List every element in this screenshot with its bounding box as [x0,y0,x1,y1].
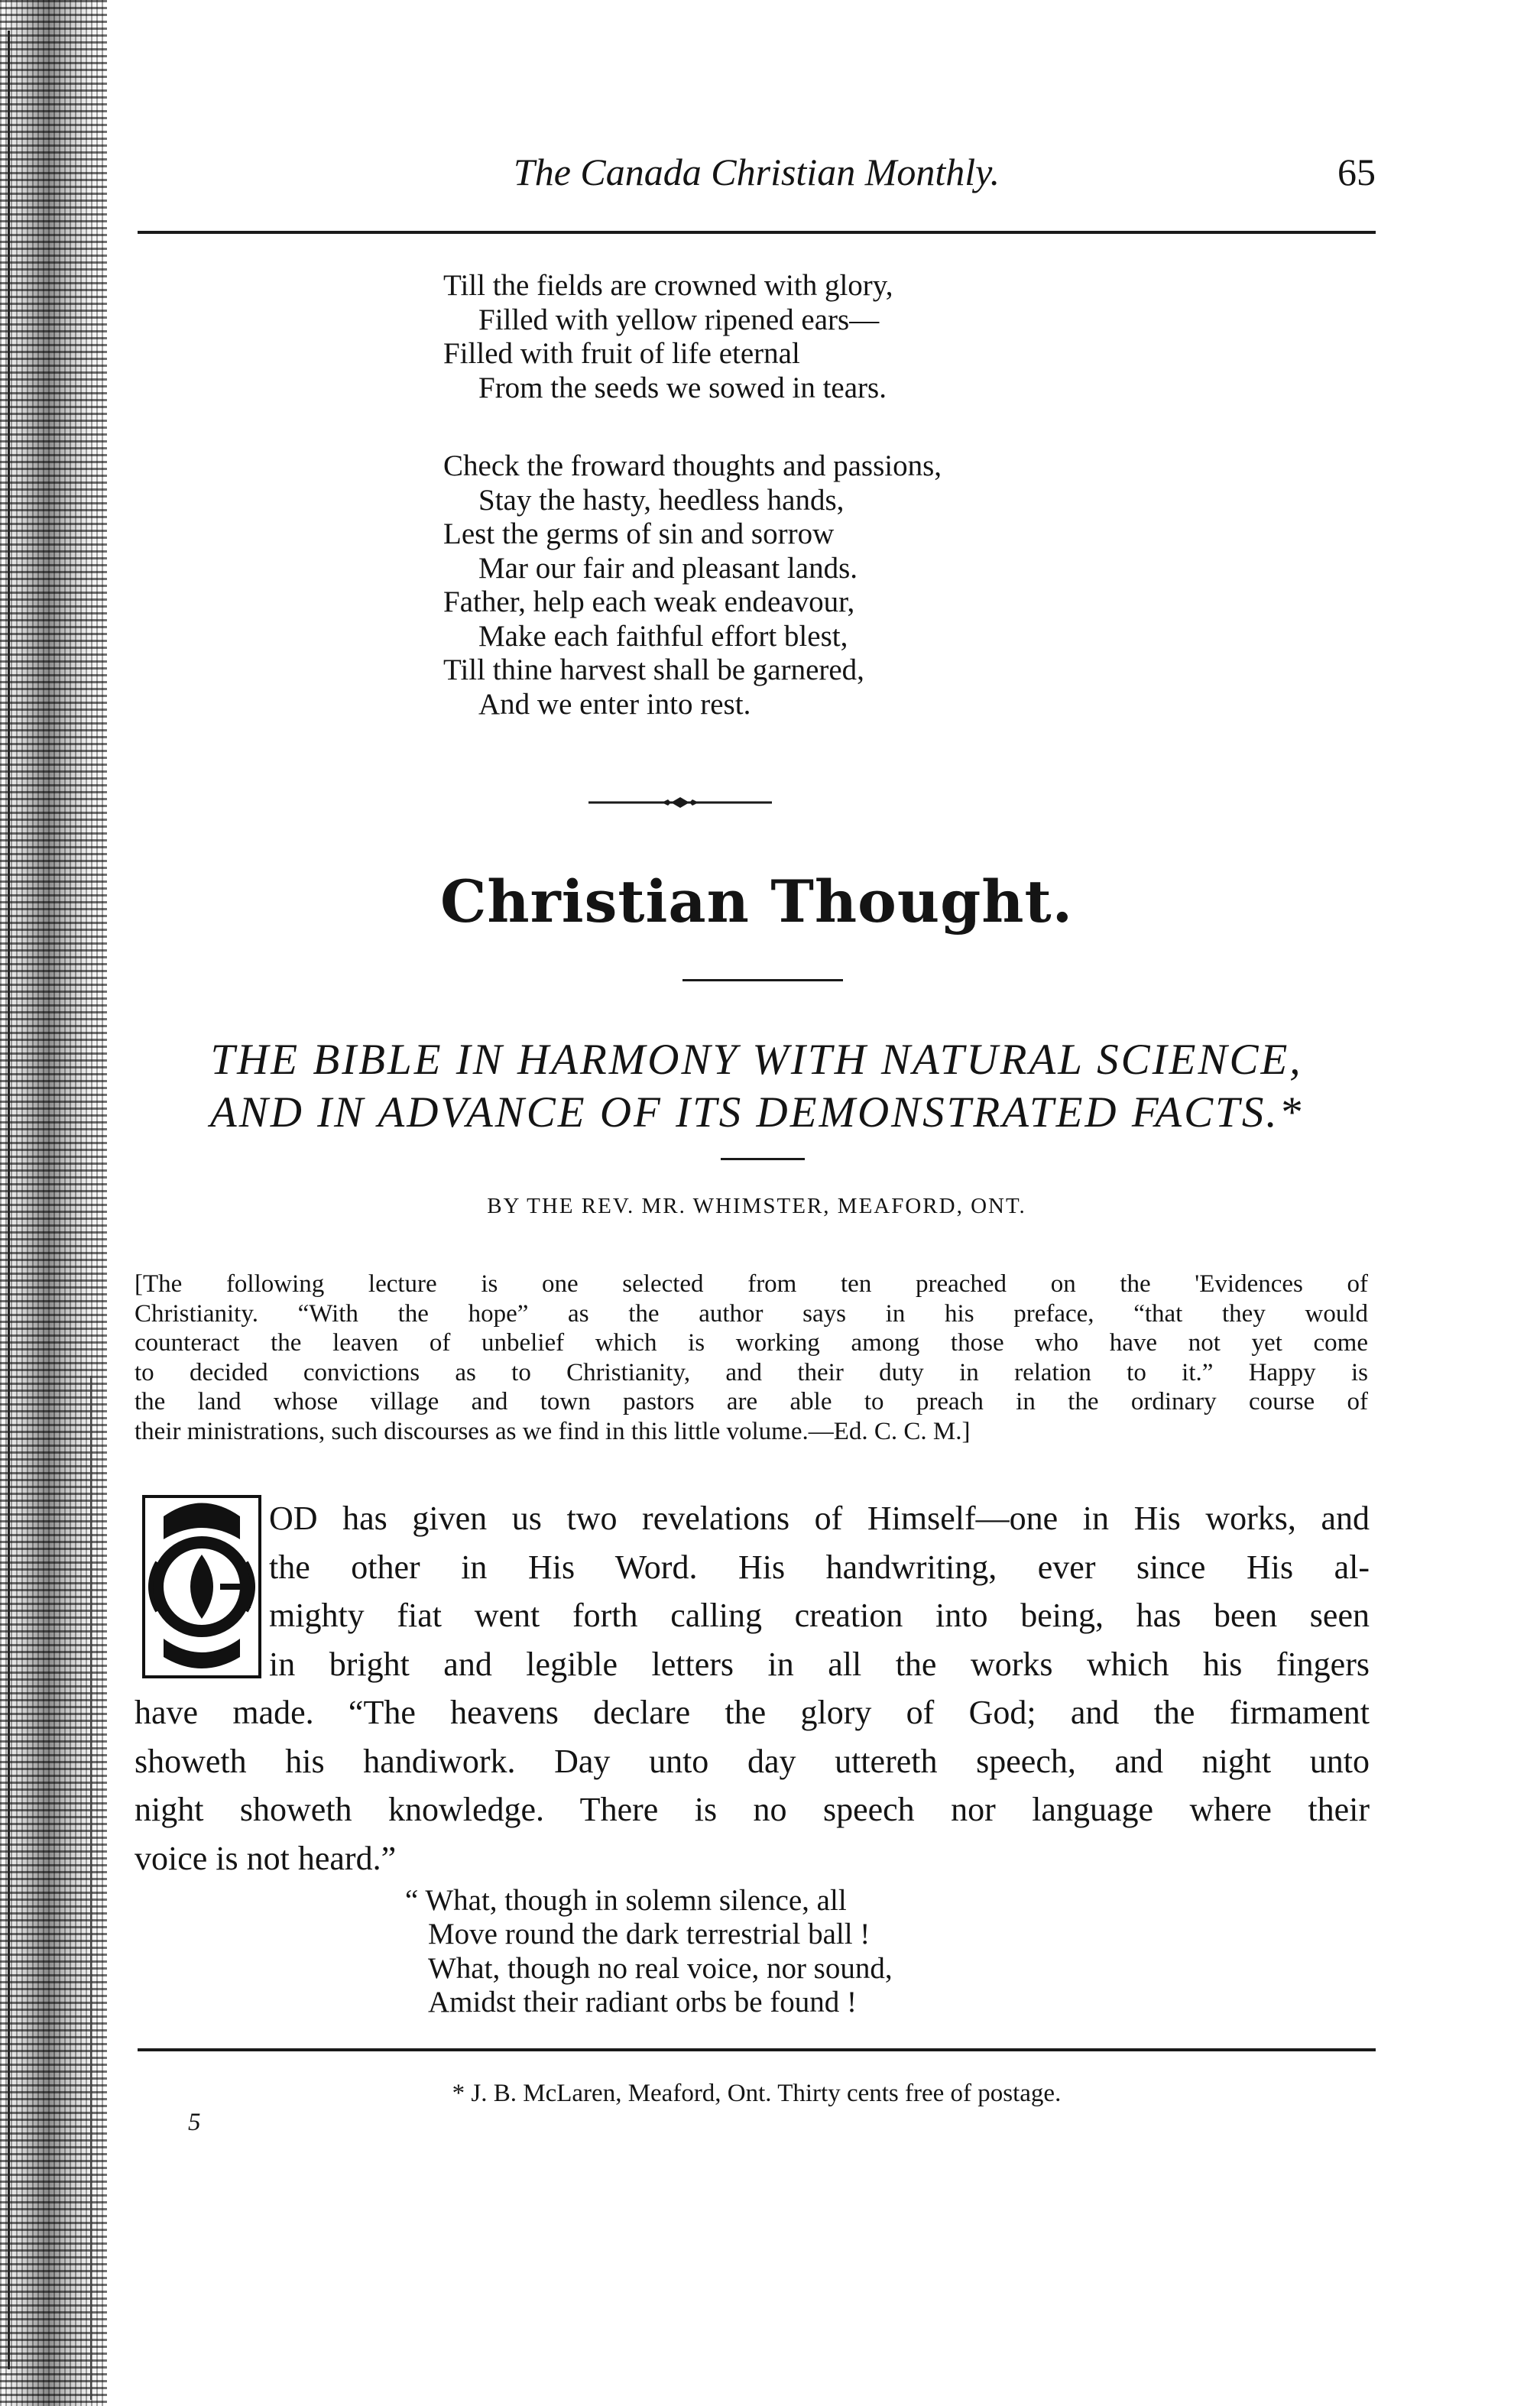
quote-line: What, though no real voice, nor sound, [428,1951,893,1985]
body-paragraph-opening [269,1494,1370,1688]
poem-line: Stay the hasty, heedless hands, [478,483,845,517]
page-number: 65 [1337,151,1376,193]
heading-rule [682,979,843,981]
article-title-line: AND IN ADVANCE OF ITS DEMONSTRATED FACTS.* [209,1088,1304,1137]
poem-line: From the seeds we sowed in tears. [478,371,887,404]
poem-line: Filled with fruit of life eternal [443,337,800,370]
quote-line: Move round the dark terrestrial ball ! [428,1918,871,1951]
body-line: mighty fiat went forth calling creation into being, has been seen [269,1597,1370,1635]
preface-line: the land whose village and town pastors are able to preach in the ordinary course of [135,1388,1368,1415]
body-line: the other in His Word. His handwriting, ever since His al- [269,1548,1370,1586]
body-line: have made. “The heavens declare the glory of God; and the firmament [135,1694,1370,1731]
preface-line: [The following lecture is one selected from ten preached on the 'Evidences of [135,1270,1368,1298]
body-line: in bright and legible letters in all the works which his fingers [269,1645,1370,1683]
running-head [138,145,1376,199]
signature-mark: 5 [188,2109,201,2136]
preface-line: to decided convictions as to Christianity, and their duty in relation to it.” Happy is [135,1358,1368,1386]
quoted-verse [405,1884,893,2019]
header-rule [138,231,1376,234]
poem-line: Filled with yellow ripened ears— [478,303,880,336]
title-rule [721,1158,805,1160]
book-spine-edge [0,0,107,2406]
poem-line: Till thine harvest shall be garnered, [443,653,864,686]
spine-rule-lower [90,1376,92,2400]
poem-line: Check the froward thoughts and passions, [443,449,942,482]
preface-line: counteract the leaven of unbelief which is working among those who have not yet come [135,1329,1368,1357]
preface-line: their ministrations, such discourses as we find in this little volume.—Ed. C. C. M.] [135,1417,971,1445]
article-title [138,1033,1376,1139]
body-line: night showeth knowledge. There is no speech nor language where their [135,1791,1370,1829]
spine-rule [8,31,10,2369]
byline: BY THE REV. MR. WHIMSTER, MEAFORD, ONT. [487,1194,1026,1218]
ornamental-drop-cap [141,1493,263,1680]
preface-line: Christianity. “With the hope” as the author says in his preface, “that they would [135,1299,1368,1328]
body-paragraph-continued [135,1688,1370,1882]
quote-line: Amidst their radiant orbs be found ! [428,1985,858,2019]
poem-line: And we enter into rest. [478,687,751,721]
body-line: OD has given us two revelations of Himself—one in His works, and [269,1500,1370,1537]
footnote-rule [138,2048,1376,2051]
poem-stanza-2 [443,449,942,721]
poem-line: Mar our fair and pleasant lands. [478,551,858,585]
section-heading: Christian Thought. [439,867,1074,935]
poem-line: Father, help each weak endeavour, [443,585,855,618]
poem-stanza-1 [443,269,893,405]
editorial-preface [135,1269,1368,1446]
poem-line: Make each faithful effort blest, [478,619,848,653]
body-line: showeth his handiwork. Day unto day uttereth speech, and night unto [135,1742,1370,1780]
article-title-line: THE BIBLE IN HARMONY WITH NATURAL SCIENCE, [210,1036,1303,1084]
poem-line: Lest the germs of sin and sorrow [443,517,835,550]
running-head-title: The Canada Christian Monthly. [513,151,1000,193]
footnote: * J. B. McLaren, Meaford, Ont. Thirty cents free of postage. [452,2080,1062,2107]
body-line: voice is not heard.” [135,1839,397,1877]
section-divider-ornament [588,795,772,810]
poem-line: Till the fields are crowned with glory, [443,269,893,302]
quote-line: “ What, though in solemn silence, all [405,1884,847,1917]
